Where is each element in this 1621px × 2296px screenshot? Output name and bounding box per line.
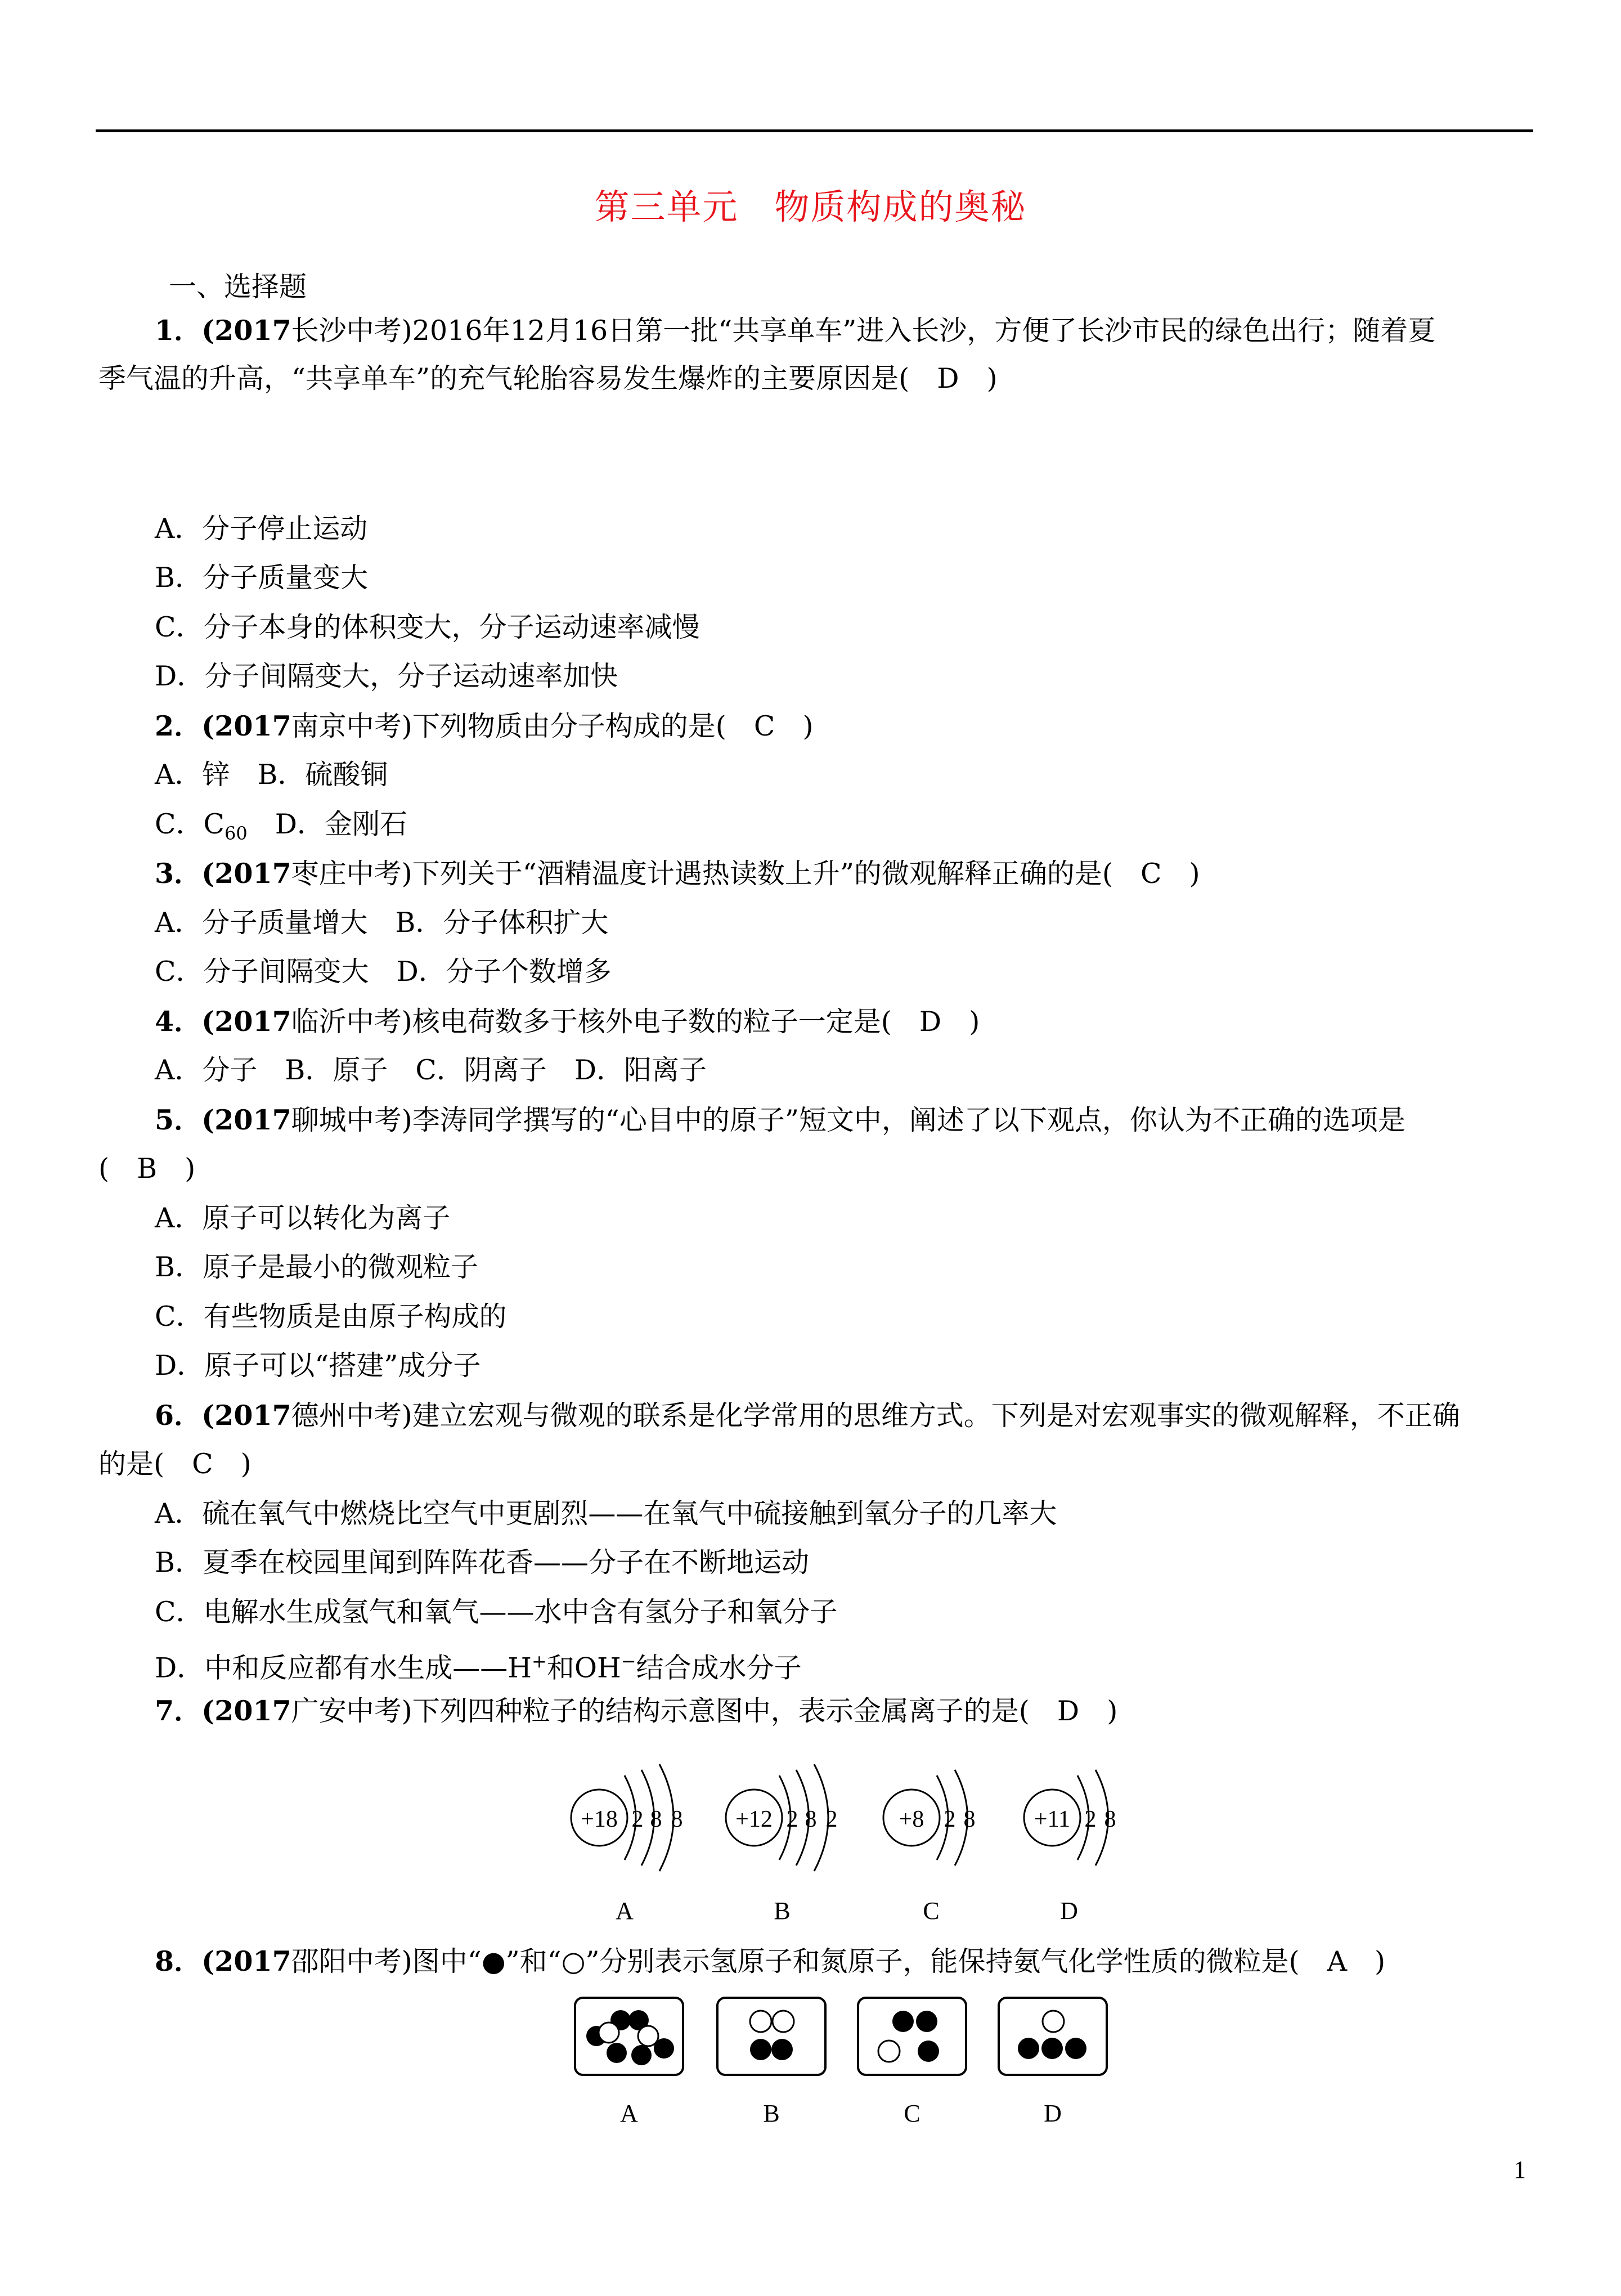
question-source-year: (2017 xyxy=(201,857,291,890)
option-c-label: C．C xyxy=(155,808,224,840)
question-5-option-c: C．有些物质是由原子构成的 xyxy=(155,1301,507,1333)
question-6-line2: 的是( C ) xyxy=(98,1448,252,1480)
superscript: − xyxy=(621,1651,636,1672)
particle-box-a xyxy=(575,1998,683,2075)
shell-electrons: 8 xyxy=(805,1806,817,1832)
particle-box-d-label: D xyxy=(1044,2100,1062,2127)
subscript: 60 xyxy=(224,822,248,844)
question-7 xyxy=(155,1694,1117,1728)
question-number: 2． xyxy=(155,710,202,742)
shell-electrons: 8 xyxy=(671,1806,683,1832)
question-text: 枣庄中考)下列关于“酒精温度计遇热读数上升”的微观解释正确的是( C ) xyxy=(291,858,1200,890)
structure-c-label: C xyxy=(923,1897,940,1925)
nucleus-charge: +12 xyxy=(735,1806,773,1832)
question-6-option-c: C．电解水生成氢气和氧气——水中含有氢分子和氧分子 xyxy=(155,1596,838,1628)
question-1-line1 xyxy=(155,313,1435,348)
page-title: 第三单元 物质构成的奥秘 xyxy=(594,186,1027,227)
question-1-option-b: B．分子质量变大 xyxy=(155,562,369,594)
question-source-year: (2017 xyxy=(201,1694,291,1727)
question-text: 德州中考)建立宏观与微观的联系是化学常用的思维方式。下列是对宏观事实的微观解释，不正确 xyxy=(291,1400,1460,1432)
question-4 xyxy=(155,1004,980,1039)
structure-a-label: A xyxy=(616,1897,634,1925)
option-text: 结合成水分子 xyxy=(636,1652,802,1684)
shell-electrons: 2 xyxy=(944,1806,956,1832)
particle-box-a-label: A xyxy=(620,2100,638,2127)
question-1-option-c: C．分子本身的体积变大，分子运动速率减慢 xyxy=(155,611,700,643)
question-source-year: (2017 xyxy=(201,1945,291,1977)
nucleus-charge: +8 xyxy=(899,1806,924,1832)
question-text: 广安中考)下列四种粒子的结构示意图中，表示金属离子的是( D ) xyxy=(291,1695,1118,1727)
question-number: 4． xyxy=(155,1005,202,1038)
structure-d-label: D xyxy=(1060,1897,1078,1925)
question-5-option-d: D．原子可以“搭建”成分子 xyxy=(155,1349,481,1382)
option-text: 和OH xyxy=(546,1652,621,1684)
question-source-year: (2017 xyxy=(201,1005,291,1038)
structure-c xyxy=(883,1770,976,1866)
question-text: 邵阳中考)图中“●”和“○”分别表示氢原子和氮原子，能保持氨气化学性质的微粒是( A ) xyxy=(291,1945,1386,1977)
shell-electrons: 8 xyxy=(650,1806,662,1832)
option-text: D．中和反应都有水生成——H xyxy=(155,1652,532,1684)
particle-box-b xyxy=(717,1998,825,2075)
particle-box-c xyxy=(858,1998,966,2075)
shell-electrons: 8 xyxy=(1104,1806,1116,1832)
question-source-year: (2017 xyxy=(201,314,291,347)
shell-electrons: 2 xyxy=(786,1806,798,1832)
shell-electrons: 2 xyxy=(825,1806,838,1832)
structure-b-label: B xyxy=(774,1897,791,1925)
question-number: 6． xyxy=(155,1399,202,1432)
question-number: 5． xyxy=(155,1104,202,1136)
question-2-options-cd xyxy=(155,808,407,850)
question-number: 1． xyxy=(155,314,202,347)
question-3 xyxy=(155,856,1200,891)
question-number: 8． xyxy=(155,1945,202,1977)
question-4-options: A．分子 B．原子 C．阴离子 D．阳离子 xyxy=(155,1054,707,1086)
structure-d xyxy=(1024,1770,1116,1866)
nucleus-charge: +11 xyxy=(1034,1806,1071,1832)
particle-box-b-label: B xyxy=(763,2100,780,2127)
nucleus-charge: +18 xyxy=(581,1806,618,1832)
shell-electrons: 2 xyxy=(1084,1806,1097,1832)
particle-box-d xyxy=(999,1998,1107,2075)
question-1-line2: 季气温的升高，“共享单车”的充气轮胎容易发生爆炸的主要原因是( D ) xyxy=(98,362,998,394)
question-number: 7． xyxy=(155,1694,202,1727)
question-text: 临沂中考)核电荷数多于核外电子数的粒子一定是( D ) xyxy=(291,1006,980,1038)
particle-box-c-label: C xyxy=(904,2100,920,2127)
question-1-option-a: A．分子停止运动 xyxy=(155,513,368,545)
question-6-option-b: B．夏季在校园里闻到阵阵花香——分子在不断地运动 xyxy=(155,1546,810,1578)
question-source-year: (2017 xyxy=(201,1399,291,1432)
page-number: 1 xyxy=(1514,2156,1526,2183)
question-3-options-cd: C．分子间隔变大 D．分子个数增多 xyxy=(155,956,612,988)
question-source-year: (2017 xyxy=(201,710,291,742)
shell-electrons: 2 xyxy=(631,1806,644,1832)
structure-a xyxy=(571,1764,683,1871)
header-rule xyxy=(96,129,1533,132)
question-5-option-a: A．原子可以转化为离子 xyxy=(155,1202,451,1234)
shell-electrons: 8 xyxy=(963,1806,976,1832)
question-text: 聊城中考)李涛同学撰写的“心目中的原子”短文中，阐述了以下观点，你认为不正确的选项是 xyxy=(291,1104,1406,1136)
question-1-option-d: D．分子间隔变大，分子运动速率加快 xyxy=(155,660,618,692)
question-6-option-a: A．硫在氧气中燃烧比空气中更剧烈——在氧气中硫接触到氧分子的几率大 xyxy=(155,1497,1057,1530)
question-text: 南京中考)下列物质由分子构成的是( C ) xyxy=(291,710,814,742)
question-5-line1 xyxy=(155,1103,1406,1137)
question-number: 3． xyxy=(155,857,202,890)
question-text: 长沙中考)2016年12月16日第一批“共享单车”进入长沙，方便了长沙市民的绿色出行；随着夏 xyxy=(291,315,1436,347)
question-6-line1 xyxy=(155,1398,1460,1433)
section-heading: 一、选择题 xyxy=(169,271,307,303)
question-2-options-ab: A．锌 B．硫酸铜 xyxy=(155,759,388,791)
option-d-label: D．金刚石 xyxy=(247,808,407,840)
question-5-line2: ( B ) xyxy=(98,1153,196,1185)
question-3-options-ab: A．分子质量增大 B．分子体积扩大 xyxy=(155,907,609,939)
question-5-option-b: B．原子是最小的微观粒子 xyxy=(155,1251,479,1283)
question-2 xyxy=(155,709,814,743)
question-source-year: (2017 xyxy=(201,1104,291,1136)
superscript: + xyxy=(532,1651,547,1672)
structure-b xyxy=(726,1764,838,1871)
question-6-option-d xyxy=(155,1644,802,1685)
question-8 xyxy=(155,1944,1385,1979)
